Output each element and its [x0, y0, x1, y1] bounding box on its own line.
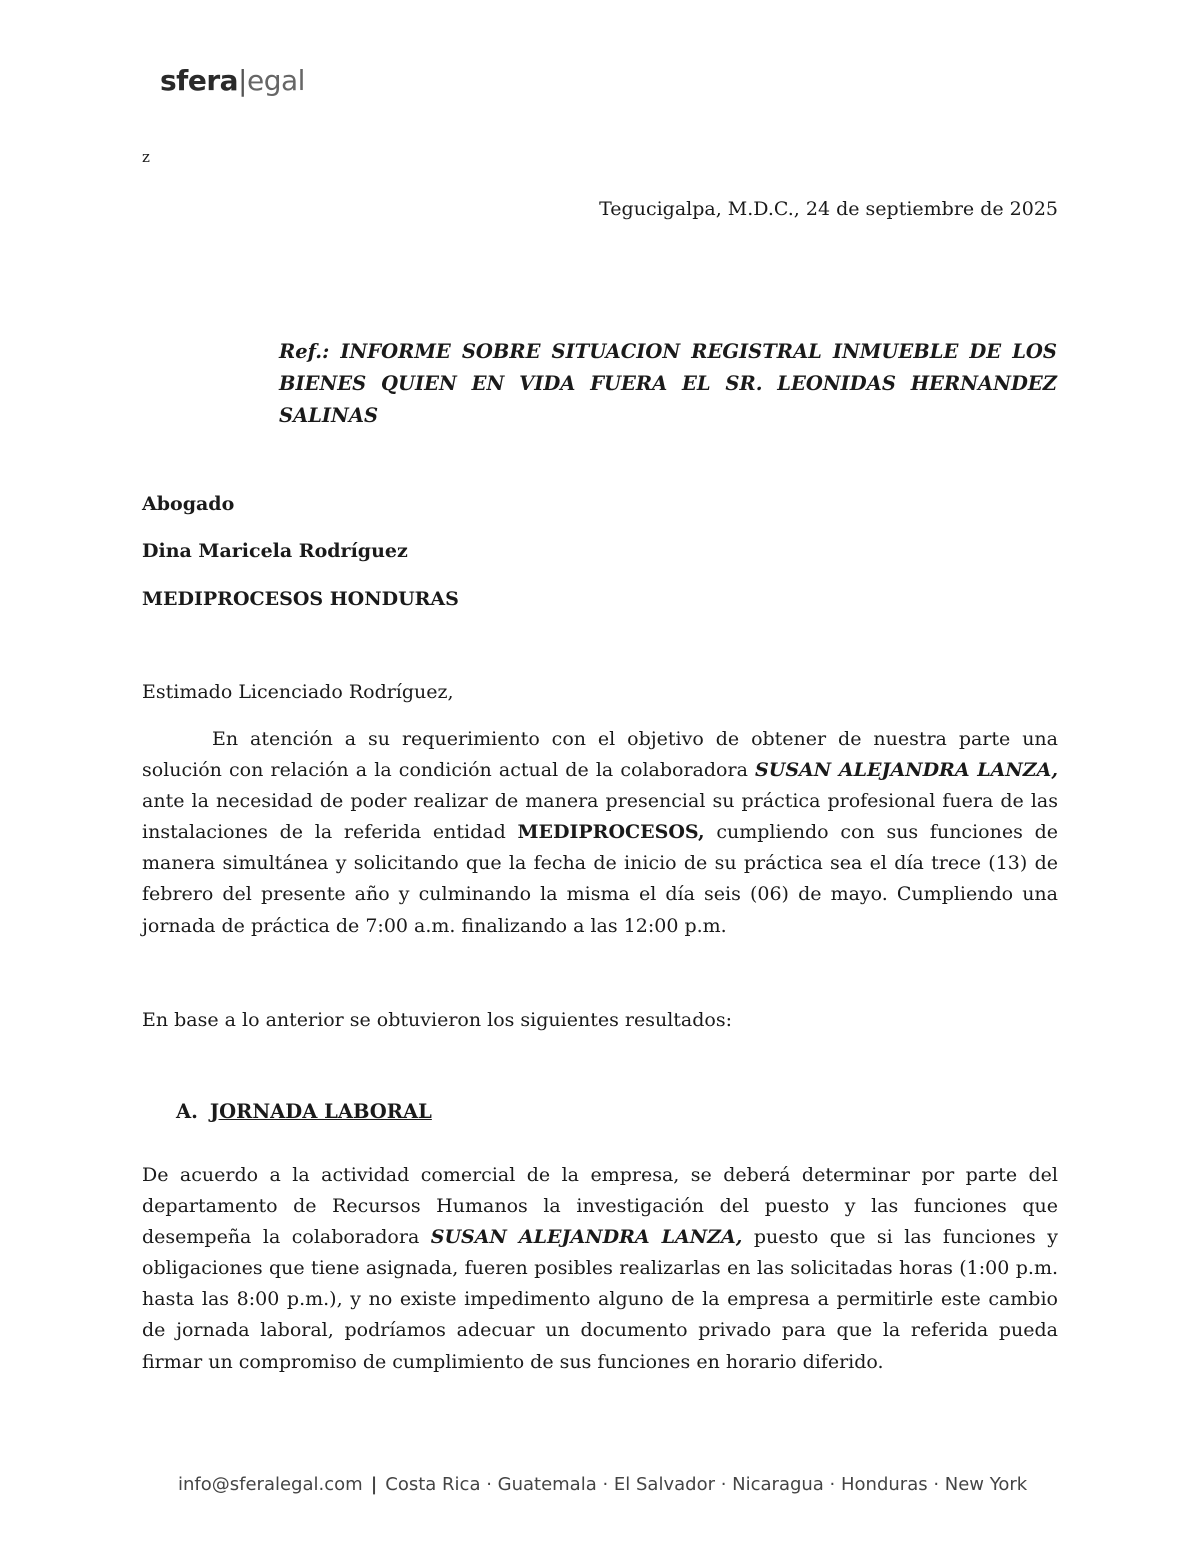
- paragraph-request: [142, 724, 1058, 942]
- footer-email: info@sferalegal.com: [178, 1474, 363, 1495]
- paragraph-text: cumpliendo con sus funciones de manera simultánea y solicitando que la fecha de inicio de su práctica sea el día trece (13) de febrero del presente año y culminando la misma el día seis (06) de mayo. Cumpliendo una jornada de práctica de 7:00 a.m. finalizando a las 12:00 p.m.: [142, 821, 1058, 937]
- reference-line: Ref.: INFORME SOBRE SITUACION REGISTRAL INMUEBLE DE LOS BIENES QUIEN EN VIDA FUERA EL SR. LEONIDAS HERNANDEZ SALINAS: [279, 340, 1057, 427]
- section-letter: A.: [176, 1100, 198, 1123]
- section-heading: [176, 1100, 432, 1123]
- paragraph-text: ante la necesidad de poder realizar de manera presencial su práctica profesional fuera de las instalaciones de la referida entidad: [142, 790, 1058, 844]
- date-line: Tegucigalpa, M.D.C., 24 de septiembre de 2025: [599, 198, 1058, 220]
- logo-separator: |: [238, 64, 247, 97]
- logo-text-bold: sfera: [160, 64, 239, 97]
- logo-text-light: egal: [246, 64, 305, 97]
- paragraph-text: puesto que si las funciones y obligaciones que tiene asignada, fueren posibles realizarlas en las solicitadas horas (1:00 p.m. hasta las 8:00 p.m.), y no existe impedimento alguno de la empresa a permitirle este cambio de jornada laboral, podríamos adecuar un documento privado para que la referida pueda firmar un compromiso de cumplimiento de sus funciones en horario diferido.: [142, 1226, 1058, 1373]
- company-logo: [160, 64, 305, 97]
- employee-name: SUSAN ALEJANDRA LANZA,: [430, 1226, 743, 1249]
- paragraph-results-intro: En base a lo anterior se obtuvieron los siguientes resultados:: [142, 1009, 732, 1031]
- paragraph-text: De acuerdo a la actividad comercial de la empresa, se deberá determinar por parte del departamento de Recursos Humanos la investigación del puesto y las funciones que desempeña la colaboradora: [142, 1164, 1058, 1249]
- section-title: JORNADA LABORAL: [209, 1100, 432, 1123]
- addressee-company: MEDIPROCESOS HONDURAS: [142, 588, 459, 610]
- entity-name: MEDIPROCESOS,: [517, 821, 705, 844]
- stray-character: z: [142, 148, 150, 166]
- paragraph-workday: [142, 1160, 1058, 1378]
- addressee-title: Abogado: [142, 493, 235, 515]
- salutation: Estimado Licenciado Rodríguez,: [142, 681, 454, 703]
- footer-separator: |: [370, 1474, 378, 1495]
- footer-locations: Costa Rica · Guatemala · El Salvador · Nicaragua · Honduras · New York: [385, 1474, 1028, 1495]
- addressee-name: Dina Maricela Rodríguez: [142, 540, 408, 562]
- footer: [178, 1474, 1027, 1495]
- employee-name: SUSAN ALEJANDRA LANZA,: [755, 759, 1058, 782]
- paragraph-text: En atención a su requerimiento con el objetivo de obtener de nuestra parte una solución con relación a la condición actual de la colaboradora: [142, 728, 1058, 782]
